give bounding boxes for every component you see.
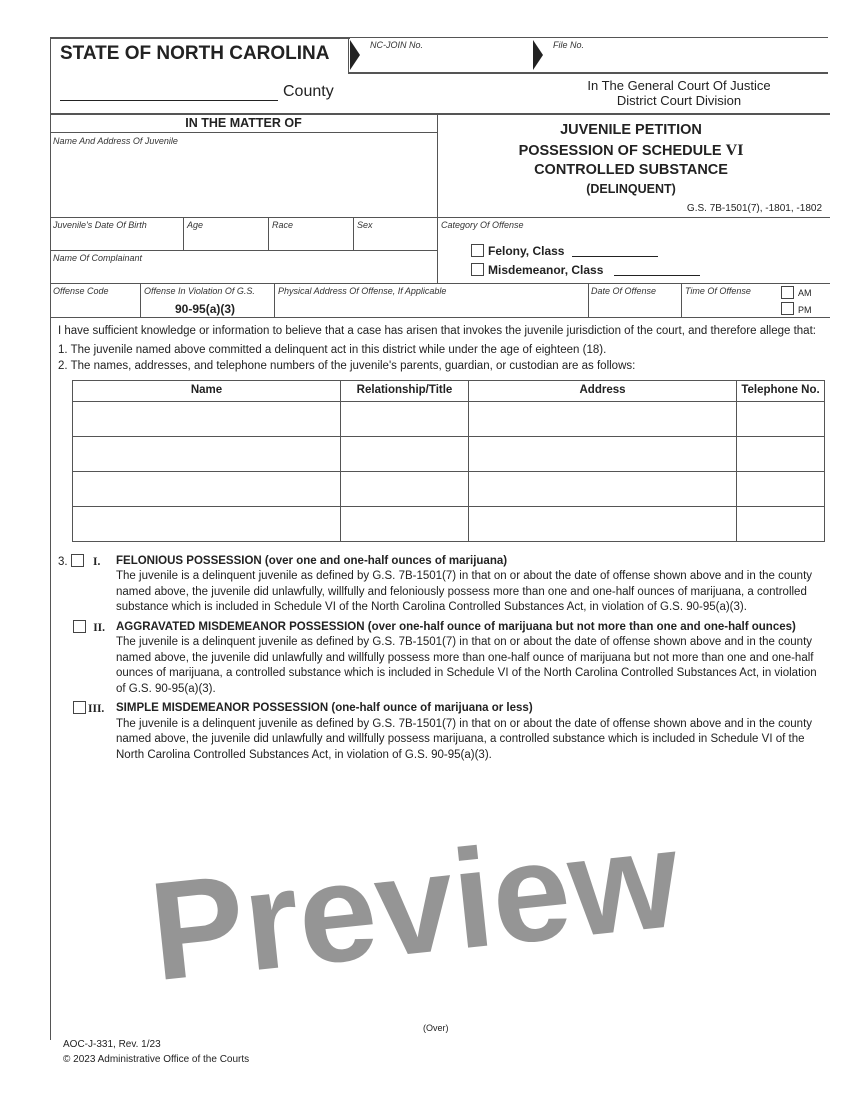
court-line-1: In The General Court Of Justice xyxy=(587,78,771,93)
option-2-title: AGGRAVATED MISDEMEANOR POSSESSION xyxy=(116,620,365,633)
felony-checkbox[interactable] xyxy=(471,244,484,257)
table-header-row xyxy=(73,380,825,401)
cell[interactable] xyxy=(341,471,469,506)
offense-address-label: Physical Address Of Offense, If Applicable xyxy=(278,286,447,296)
misdemeanor-label: Misdemeanor, Class xyxy=(488,263,604,277)
form-title xyxy=(437,121,825,197)
option-3 xyxy=(58,701,825,763)
option-3-qualifier: (one-half ounce of marijuana or less) xyxy=(331,702,533,714)
cell[interactable] xyxy=(469,506,737,541)
am-label: AM xyxy=(798,288,812,298)
divider xyxy=(274,283,275,317)
cell[interactable] xyxy=(737,436,825,471)
cell[interactable] xyxy=(469,471,737,506)
option-3-marker xyxy=(58,701,116,763)
name-address-label: Name And Address Of Juvenile xyxy=(53,136,178,146)
item-2: 2. The names, addresses, and telephone numbers of the juvenile's parents, guardian, or custodian are as follows: xyxy=(58,360,636,372)
divider xyxy=(140,283,141,317)
divider xyxy=(50,113,830,115)
title-line-2 xyxy=(437,141,825,162)
cell[interactable] xyxy=(73,506,341,541)
copyright: © 2023 Administrative Office of the Courts xyxy=(63,1054,250,1065)
option-2-marker xyxy=(58,620,116,698)
date-label: Date Of Offense xyxy=(591,286,657,296)
arrow-icon xyxy=(533,40,543,70)
divider xyxy=(50,250,437,251)
divider xyxy=(588,283,589,317)
table-row xyxy=(73,471,825,506)
intro-text: I have sufficient knowledge or information to believe that a case has arisen that invokes the juvenile jurisdiction of the court, and therefore allege that: xyxy=(58,325,816,337)
top-border xyxy=(50,37,350,39)
cell[interactable] xyxy=(737,401,825,436)
table-row xyxy=(73,436,825,471)
violation-value: 90-95(a)(3) xyxy=(175,302,236,316)
divider xyxy=(268,217,269,250)
cell[interactable] xyxy=(73,401,341,436)
file-no-field[interactable] xyxy=(553,52,813,70)
matter-heading: IN THE MATTER OF xyxy=(185,116,302,130)
col-name: Name xyxy=(73,380,341,401)
cell[interactable] xyxy=(737,506,825,541)
title-line-4: (DELINQUENT) xyxy=(586,181,676,196)
am-checkbox[interactable] xyxy=(781,286,794,299)
preview-watermark: Preview xyxy=(143,798,686,1011)
divider xyxy=(353,217,354,250)
misdemeanor-class-field[interactable] xyxy=(614,262,700,276)
divider xyxy=(50,217,830,218)
title-line-1: JUVENILE PETITION xyxy=(560,122,702,138)
option-2-checkbox[interactable] xyxy=(73,620,86,633)
item-1: 1. The juvenile named above committed a delinquent act in this district while under the age of eighteen (18). xyxy=(58,343,607,356)
time-label: Time Of Offense xyxy=(685,286,751,296)
form-id: AOC-J-331, Rev. 1/23 xyxy=(63,1039,161,1050)
divider xyxy=(348,37,349,72)
roman-numeral: VI xyxy=(725,141,744,159)
option-1-body xyxy=(116,554,825,616)
felony-label: Felony, Class xyxy=(488,244,565,258)
cell[interactable] xyxy=(73,436,341,471)
dob-label: Juvenile's Date Of Birth xyxy=(53,220,147,230)
col-telephone: Telephone No. xyxy=(737,380,825,401)
file-no-label: File No. xyxy=(553,40,585,50)
pm-checkbox[interactable] xyxy=(781,302,794,315)
option-3-title: SIMPLE MISDEMEANOR POSSESSION xyxy=(116,702,329,714)
cell[interactable] xyxy=(469,436,737,471)
title-line-3: CONTROLLED SUBSTANCE xyxy=(534,162,728,178)
nc-join-label: NC-JOIN No. xyxy=(370,40,424,50)
option-3-checkbox[interactable] xyxy=(73,701,86,714)
parents-table xyxy=(72,380,825,542)
sex-label: Sex xyxy=(357,220,373,230)
age-label: Age xyxy=(187,220,204,230)
over-note: (Over) xyxy=(423,1023,449,1033)
divider xyxy=(348,72,828,74)
allegations xyxy=(58,324,825,763)
cell[interactable] xyxy=(341,401,469,436)
divider xyxy=(681,283,682,317)
statute-ref: G.S. 7B-1501(7), -1801, -1802 xyxy=(686,203,822,214)
option-2-text: The juvenile is a delinquent juvenile as defined by G.S. 7B-1501(7) in that on or about the date of offense shown above and in the county named above, the juvenile did unlawfully and willfully possess more than one-half ounce of marijuana but not more than one and one-half ounces of marijuana, a controlled substance which is included in Schedule VI of the North Carolina Controlled Substances Act, in violation of G.S. 90-95(a)(3). xyxy=(116,636,817,695)
name-address-field[interactable] xyxy=(53,150,433,214)
title-line-2-text: POSSESSION OF SCHEDULE xyxy=(518,142,722,159)
option-2-body xyxy=(116,620,825,698)
col-relationship: Relationship/Title xyxy=(341,380,469,401)
item-3-number: 3. xyxy=(58,555,68,568)
category-label: Category Of Offense xyxy=(441,220,524,230)
table-row xyxy=(73,506,825,541)
option-1-checkbox[interactable] xyxy=(71,554,84,567)
race-label: Race xyxy=(272,220,294,230)
option-1-text: The juvenile is a delinquent juvenile as defined by G.S. 7B-1501(7) in that on or about the date of offense shown above and in the county named above, the juvenile did unlawfully, willfully and feloniously possess more than one and one-half ounces of marijuana, a controlled substance which is included in Schedule VI of the North Carolina Controlled Substances Act, in violation of G.S. 90-95(a)(3). xyxy=(116,570,813,613)
option-1-qualifier: (over one and one-half ounces of marijuana) xyxy=(264,554,508,567)
table-row xyxy=(73,401,825,436)
divider xyxy=(348,37,828,38)
court-line-2: District Court Division xyxy=(616,93,742,108)
nc-join-field[interactable] xyxy=(370,52,525,70)
complainant-label: Name Of Complainant xyxy=(53,253,143,263)
option-3-body xyxy=(116,701,825,763)
county-field[interactable] xyxy=(60,84,278,101)
option-3-numeral: III. xyxy=(88,703,105,715)
pm-label: PM xyxy=(798,305,812,315)
misdemeanor-checkbox[interactable] xyxy=(471,263,484,276)
divider xyxy=(50,317,830,318)
felony-class-field[interactable] xyxy=(572,243,658,257)
county-label: County xyxy=(283,83,334,100)
offense-code-label: Offense Code xyxy=(53,286,109,296)
cell[interactable] xyxy=(73,471,341,506)
option-2 xyxy=(58,620,825,698)
option-2-numeral: II. xyxy=(93,621,106,634)
cell[interactable] xyxy=(469,401,737,436)
divider xyxy=(183,217,184,250)
option-3-text: The juvenile is a delinquent juvenile as defined by G.S. 7B-1501(7) in that on or about the date of offense shown above and in the county named above, the juvenile did unlawfully and willfully possess marijuana, a controlled substance which is included in Schedule VI of the North Carolina Controlled Substances Act, in violation of G.S. 90-95(a)(3). xyxy=(116,717,813,761)
cell[interactable] xyxy=(737,471,825,506)
divider xyxy=(50,283,830,284)
court-name xyxy=(560,78,798,108)
left-border xyxy=(50,37,51,1040)
arrow-icon xyxy=(350,40,360,70)
option-1-numeral: I. xyxy=(93,555,101,568)
cell[interactable] xyxy=(341,506,469,541)
option-1-title: FELONIOUS POSSESSION xyxy=(116,554,262,567)
state-title: STATE OF NORTH CAROLINA xyxy=(60,43,330,64)
option-1-marker xyxy=(58,554,116,616)
violation-label: Offense In Violation Of G.S. xyxy=(144,286,255,296)
option-1 xyxy=(58,554,825,616)
col-address: Address xyxy=(469,380,737,401)
divider xyxy=(50,132,437,133)
cell[interactable] xyxy=(341,436,469,471)
option-2-qualifier: (over one-half ounce of marijuana but not more than one and one-half ounces) xyxy=(367,620,796,633)
